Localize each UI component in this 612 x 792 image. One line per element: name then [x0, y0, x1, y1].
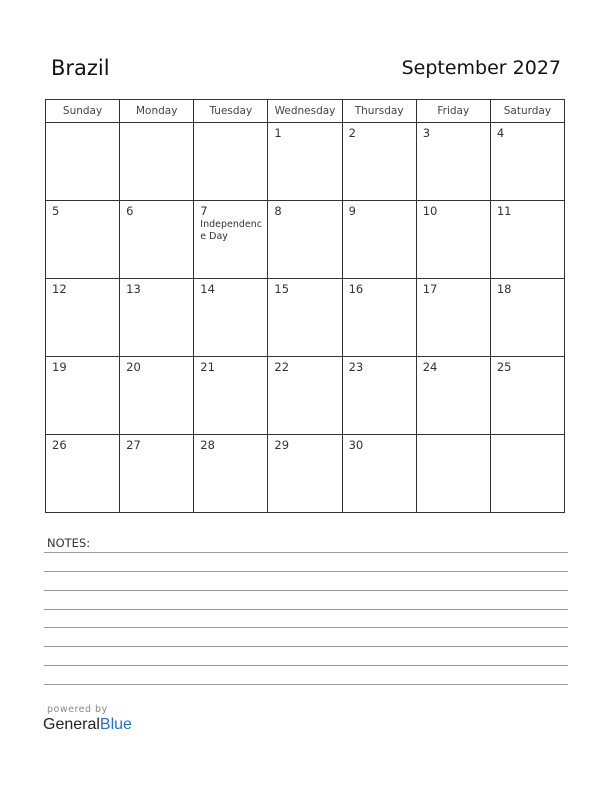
day-number: 30	[348, 438, 364, 452]
day-number: 20	[126, 360, 141, 374]
day-number: 17	[422, 282, 438, 296]
day-cell	[416, 123, 490, 201]
weekday-header: Monday	[120, 100, 194, 123]
day-cell	[194, 435, 268, 513]
day-cell	[120, 123, 194, 201]
day-cell	[194, 279, 268, 357]
day-number: 23	[348, 360, 364, 374]
day-cell	[194, 357, 268, 435]
day-number: 26	[52, 438, 67, 452]
day-cell	[416, 201, 490, 279]
day-number: 29	[274, 438, 290, 452]
notes-line	[44, 665, 568, 666]
powered-by-text: powered by	[47, 704, 108, 715]
day-cell	[490, 435, 564, 513]
notes-line	[44, 684, 568, 685]
day-number: 15	[274, 282, 290, 296]
weekday-header: Saturday	[490, 100, 564, 123]
day-number: 21	[200, 360, 215, 374]
day-number: 16	[348, 282, 364, 296]
day-cell	[342, 123, 416, 201]
country-title: Brazil	[51, 56, 110, 80]
day-cell	[268, 357, 342, 435]
weekday-header: Sunday	[46, 100, 120, 123]
day-cell	[490, 123, 564, 201]
day-cell	[342, 279, 416, 357]
day-number: 12	[52, 282, 67, 296]
day-cell	[46, 357, 120, 435]
day-cell	[194, 201, 268, 279]
day-number: 3	[422, 126, 431, 140]
day-cell	[268, 123, 342, 201]
calendar-grid	[45, 99, 565, 513]
day-number: 25	[496, 360, 512, 374]
day-cell	[490, 357, 564, 435]
day-cell	[120, 279, 194, 357]
weekday-header: Wednesday	[268, 100, 342, 123]
holiday-label: Independence Day	[200, 219, 262, 242]
day-number: 28	[200, 438, 215, 452]
day-cell	[268, 435, 342, 513]
day-cell	[416, 279, 490, 357]
notes-line	[44, 646, 568, 647]
day-cell	[46, 279, 120, 357]
week-row	[46, 357, 565, 435]
notes-line	[44, 571, 568, 572]
day-cell	[46, 435, 120, 513]
weekday-header: Friday	[416, 100, 490, 123]
notes-line	[44, 552, 568, 553]
day-number: 4	[496, 126, 505, 140]
brand-logo	[43, 716, 132, 734]
day-cell	[268, 201, 342, 279]
week-row	[46, 279, 565, 357]
day-number: 8	[274, 204, 282, 218]
day-number: 18	[496, 282, 512, 296]
day-cell	[342, 201, 416, 279]
week-row	[46, 201, 565, 279]
day-number: 6	[126, 204, 134, 218]
day-number: 14	[200, 282, 215, 296]
day-number: 13	[126, 282, 141, 296]
day-number: 22	[274, 360, 290, 374]
day-number: 27	[126, 438, 141, 452]
brand-blue: Blue	[99, 716, 132, 733]
notes-line	[44, 590, 568, 591]
day-cell	[194, 123, 268, 201]
day-cell	[46, 123, 120, 201]
day-number: 1	[274, 126, 282, 140]
day-number	[491, 435, 564, 439]
day-number	[46, 123, 119, 127]
notes-label: NOTES:	[47, 536, 91, 550]
weekday-header: Thursday	[342, 100, 416, 123]
day-cell	[490, 279, 564, 357]
day-cell	[416, 435, 490, 513]
day-number	[194, 123, 267, 127]
day-cell	[120, 357, 194, 435]
day-cell	[268, 279, 342, 357]
day-cell	[342, 357, 416, 435]
day-cell	[490, 201, 564, 279]
week-row	[46, 435, 565, 513]
day-number: 2	[348, 126, 356, 140]
day-number: 11	[496, 204, 512, 218]
day-number: 5	[52, 204, 60, 218]
day-number: 19	[52, 360, 67, 374]
day-cell	[120, 201, 194, 279]
day-number: 10	[422, 204, 438, 218]
day-number	[120, 123, 193, 127]
notes-line	[44, 609, 568, 610]
day-number: 24	[422, 360, 438, 374]
day-cell	[342, 435, 416, 513]
day-cell	[120, 435, 194, 513]
day-cell	[46, 201, 120, 279]
day-number	[417, 435, 490, 439]
day-cell	[416, 357, 490, 435]
weekday-header: Tuesday	[194, 100, 268, 123]
weekday-header-row	[46, 100, 565, 123]
notes-line	[44, 627, 568, 628]
day-number: 7	[200, 204, 208, 218]
brand-general: General	[43, 716, 100, 733]
week-row	[46, 123, 565, 201]
month-year-title: September 2027	[401, 57, 561, 79]
day-number: 9	[348, 204, 356, 218]
